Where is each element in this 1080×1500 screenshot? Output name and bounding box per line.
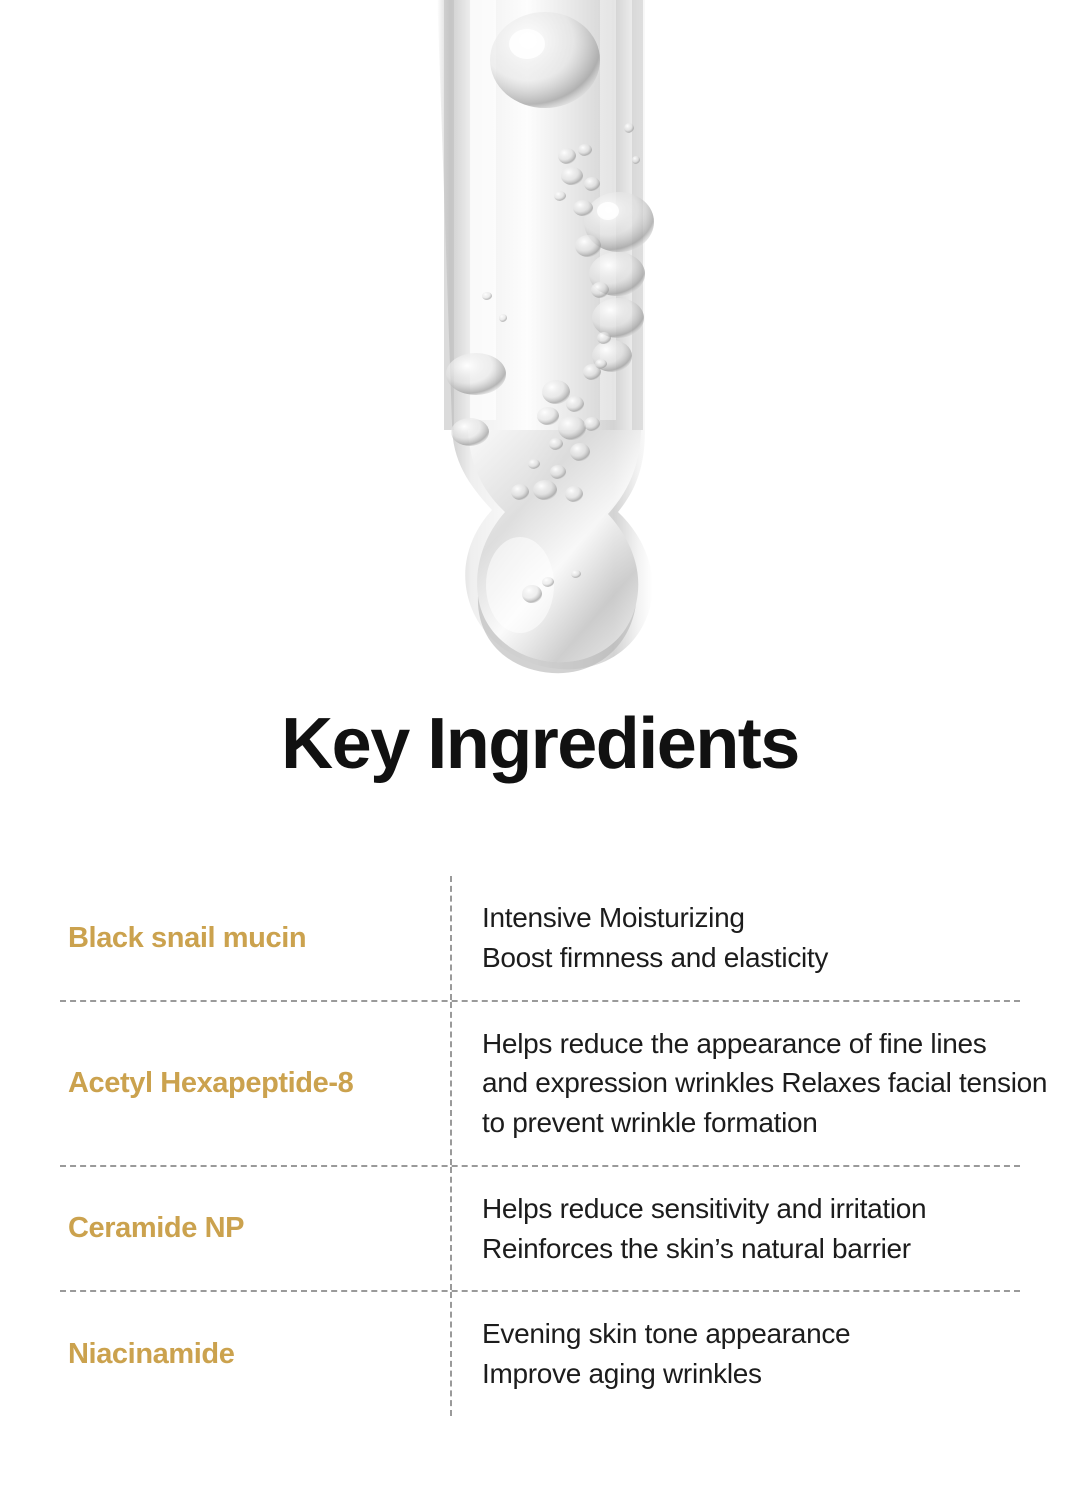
- description-line: Reinforces the skin’s natural barrier: [482, 1232, 911, 1264]
- table-row: [60, 1290, 1020, 1416]
- ingredient-description: [482, 1189, 926, 1269]
- ingredient-description: [482, 1024, 1047, 1143]
- ingredient-name-cell: [60, 898, 450, 978]
- table-row: [60, 1000, 1048, 1165]
- description-line: Helps reduce the appearance of fine lines: [482, 1027, 987, 1059]
- page-title: Key Ingredients: [281, 704, 799, 784]
- ingredient-name-cell: [60, 1043, 450, 1123]
- description-line: Boost firmness and elasticity: [482, 941, 829, 973]
- ingredient-description-cell: [450, 1167, 1020, 1291]
- ingredients-table: [60, 876, 1048, 1416]
- ingredient-name-cell: [60, 1188, 450, 1268]
- table-row: [60, 1165, 1020, 1291]
- description-line: to prevent wrinkle formation: [482, 1107, 818, 1138]
- ingredient-name: Ceramide NP: [68, 1212, 245, 1245]
- description-line: Evening skin tone appearance: [482, 1318, 851, 1350]
- ingredient-name: Acetyl Hexapeptide-8: [68, 1067, 354, 1099]
- description-line: Intensive Moisturizing: [482, 902, 745, 933]
- ingredient-description-cell: [450, 876, 1020, 1000]
- description-line: Improve aging wrinkles: [482, 1358, 762, 1389]
- hero-image: [0, 0, 1080, 690]
- ingredient-description-cell: [450, 1292, 1020, 1416]
- ingredient-name: Black snail mucin: [68, 921, 307, 954]
- ingredient-name-cell: [60, 1314, 450, 1394]
- description-line: and expression wrinkles Relaxes facial tension: [482, 1067, 1048, 1099]
- page-title-wrap: [0, 704, 1080, 784]
- ingredient-description-cell: [450, 1002, 1053, 1165]
- ingredient-name: Niacinamide: [68, 1337, 235, 1370]
- ingredient-description: [482, 898, 828, 978]
- table-row: [60, 876, 1020, 1000]
- description-line: Helps reduce sensitivity and irritation: [482, 1192, 927, 1224]
- ingredient-description: [482, 1314, 850, 1394]
